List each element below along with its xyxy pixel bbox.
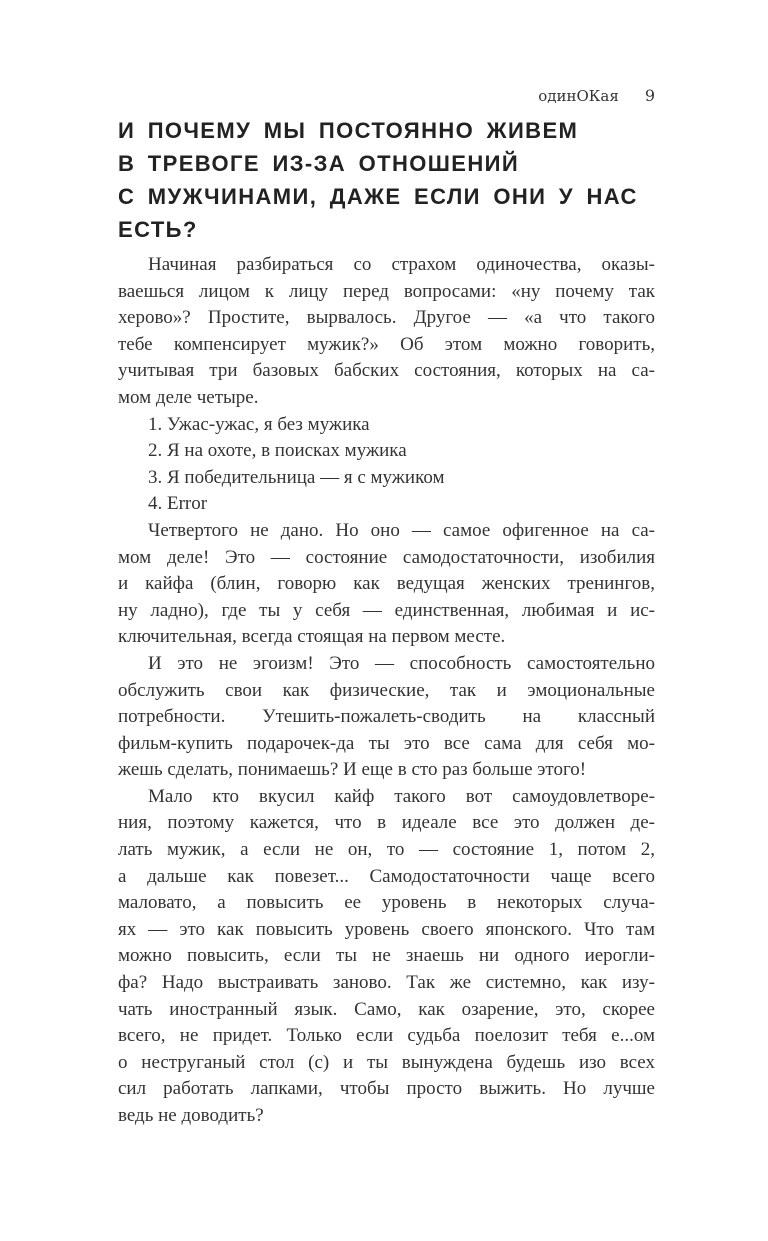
text-line: Мало кто вкусил кайф такого вот самоудовлетворе-: [148, 785, 655, 807]
heading-line: В ТРЕВОГЕ ИЗ-ЗА ОТНОШЕНИЙ: [118, 151, 520, 176]
text-line: ну ладно), где ты у себя — единственная, любимая и ис-: [118, 599, 655, 621]
paragraph: [118, 438, 655, 465]
text-line: ваешься лицом к лицу перед вопросами: «ну почему так: [118, 280, 655, 302]
text-line: чать иностранный язык. Само, как озарение, это, скорее: [118, 998, 655, 1020]
text-line: ведь не доводить?: [118, 1105, 264, 1126]
text-line: ключительная, всегда стоящая на первом месте.: [118, 626, 506, 648]
text-line: 3. Я победительница — я с мужиком: [148, 466, 445, 488]
text-line: можно повысить, если ты не знаешь ни одного иерогли-: [118, 945, 655, 967]
running-title: одинОКая: [538, 87, 619, 105]
text-line: сил работать лапками, чтобы просто выжить. Но лучше: [118, 1078, 655, 1100]
text-line: Начиная разбираться со страхом одиночества, оказы-: [148, 254, 655, 275]
paragraph: [118, 465, 655, 492]
heading-line: ЕСТЬ?: [118, 217, 198, 242]
text-line: а дальше как повезет... Самодостаточности чаще всего: [118, 865, 655, 887]
text-line: И это не эгоизм! Это — способность самостоятельно: [148, 652, 655, 674]
text-line: о неструганый стол (с) и ты вынуждена будешь изо всех: [118, 1051, 655, 1073]
text-line: и кайфа (блин, говорю как ведущая женских тренингов,: [118, 573, 655, 595]
running-header: [118, 86, 655, 105]
paragraph: [118, 651, 655, 784]
text-line: учитывая три базовых бабских состояния, которых на са-: [118, 360, 655, 382]
text-line: потребности. Утешить-пожалеть-сводить на классный: [118, 706, 655, 728]
paragraph: [118, 252, 655, 412]
text-line: ях — это как повысить уровень своего японского. Что там: [118, 918, 655, 940]
text-line: 2. Я на охоте, в поисках мужика: [148, 440, 407, 462]
text-line: мом деле! Это — состояние самодостаточности, изобилия: [118, 546, 655, 568]
text-line: фа? Надо выстраивать заново. Так же системно, как изу-: [118, 972, 655, 994]
text-line: жешь сделать, понимаешь? И еще в сто раз больше этого!: [118, 759, 587, 781]
text-line: Четвертого не дано. Но оно — самое офигенное на са-: [148, 519, 655, 541]
page-number: 9: [644, 86, 655, 105]
chapter-heading: [118, 114, 655, 246]
text-line: 1. Ужас-ужас, я без мужика: [148, 413, 370, 435]
heading-line: И ПОЧЕМУ МЫ ПОСТОЯННО ЖИВЕМ: [118, 118, 579, 143]
text-line: лать мужик, а если не он, то — состояние 1, потом 2,: [118, 839, 655, 861]
text-line: 4. Error: [148, 493, 208, 515]
paragraph: [118, 784, 655, 1130]
paragraph: [118, 491, 655, 518]
text-line: херово»? Простите, вырвалось. Другое — «а что такого: [118, 307, 655, 329]
body-text: [118, 252, 655, 1130]
text-line: маловато, а повысить ее уровень в некоторых случа-: [118, 892, 655, 914]
text-line: ния, поэтому кажется, что в идеале все это должен де-: [118, 812, 655, 834]
text-line: тебе компенсирует мужик?» Об этом можно говорить,: [118, 333, 655, 355]
text-line: фильм-купить подарочек-да ты это все сама для себя мо-: [118, 732, 655, 754]
paragraph: [118, 412, 655, 439]
paragraph: [118, 518, 655, 651]
heading-line: С МУЖЧИНАМИ, ДАЖЕ ЕСЛИ ОНИ У НАС: [118, 184, 638, 209]
text-line: мом деле четыре.: [118, 386, 259, 408]
text-line: обслужить свои как физические, так и эмоциональные: [118, 679, 655, 701]
text-line: всего, не придет. Только если судьба поелозит тебя е...ом: [118, 1025, 655, 1047]
